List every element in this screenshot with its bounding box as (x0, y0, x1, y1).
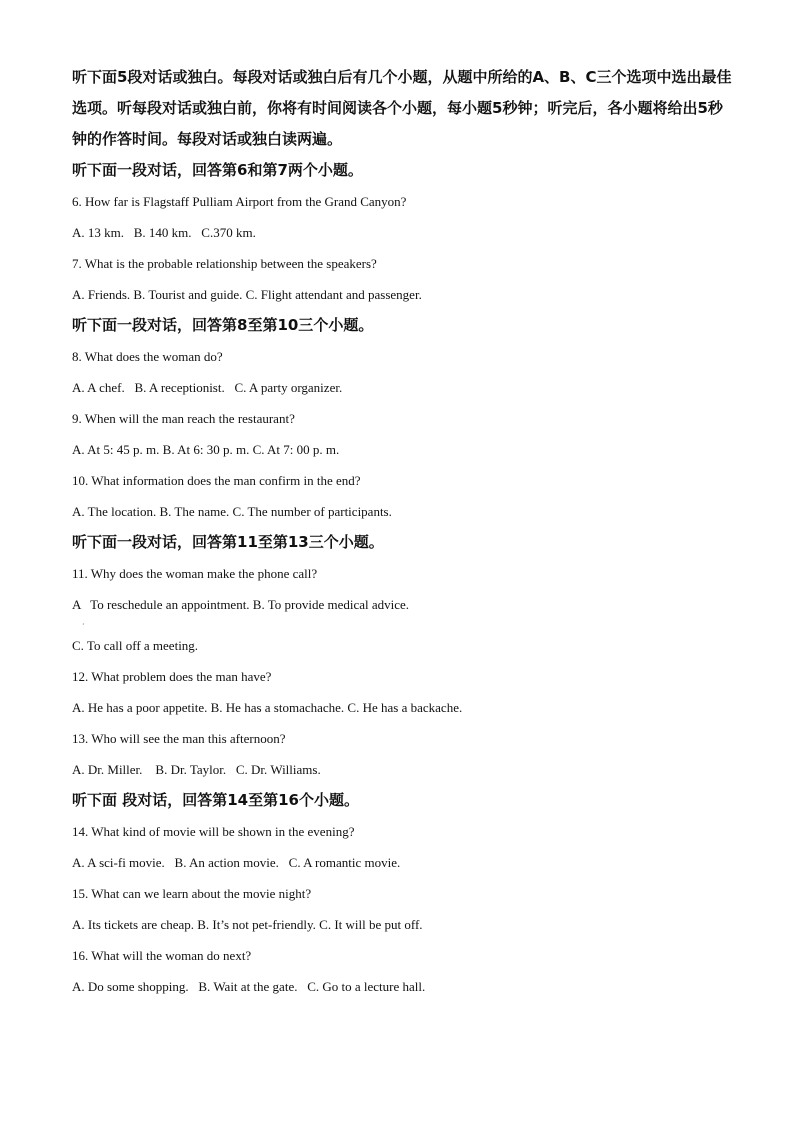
options-6: A. 13 km. B. 140 km. C.370 km. (72, 225, 256, 240)
options-14: A. A sci-fi movie. B. An action movie. C. A romantic movie. (72, 855, 401, 870)
options-15: A. Its tickets are cheap. B. It’s not pet-friendly. C. It will be put off. (72, 917, 423, 932)
question-14: 14. What kind of movie will be shown in the evening? (72, 824, 355, 839)
options-9: A. At 5: 45 p. m. B. At 6: 30 p. m. C. At 7: 00 p. m. (72, 442, 340, 457)
stray-mark: · (82, 620, 85, 629)
exam-page (72, 62, 732, 1002)
question-12: 12. What problem does the man have? (72, 669, 272, 684)
question-15: 15. What can we learn about the movie night? (72, 886, 312, 901)
question-11: 11. Why does the woman make the phone call? (72, 566, 318, 581)
section-4 (72, 785, 732, 1002)
question-9: 9. When will the man reach the restaurant? (72, 411, 295, 426)
options-7: A. Friends. B. Tourist and guide. C. Flight attendant and passenger. (72, 287, 422, 302)
section-2 (72, 310, 732, 527)
options-11-continued: C. To call off a meeting. (72, 638, 199, 653)
options-12: A. He has a poor appetite. B. He has a stomachache. C. He has a backache. (72, 700, 463, 715)
options-13: A. Dr. Miller. B. Dr. Taylor. C. Dr. Williams. (72, 762, 321, 777)
question-6: 6. How far is Flagstaff Pulliam Airport from the Grand Canyon? (72, 194, 407, 209)
question-13: 13. Who will see the man this afternoon? (72, 731, 286, 746)
section-heading: 听下面一段对话，回答第6和第7两个小题。 (72, 161, 363, 179)
options-8: A. A chef. B. A receptionist. C. A party organizer. (72, 380, 343, 395)
section-heading: 听下面一段对话，回答第11至第13三个小题。 (72, 533, 384, 551)
section-heading: 听下面一段对话，回答第8至第10三个小题。 (72, 316, 374, 334)
question-10: 10. What information does the man confirm in the end? (72, 473, 361, 488)
question-16: 16. What will the woman do next? (72, 948, 252, 963)
listening-instructions: 听下面5段对话或独白。每段对话或独白后有几个小题，从题中所给的A、B、C三个选项中选出最佳选项。听每段对话或独白前，你将有时间阅读各个小题，每小题5秒钟；听完后，各小题将给出5秒钟的作答时间。每段对话或独白读两遍。 (72, 68, 732, 148)
options-10: A. The location. B. The name. C. The number of participants. (72, 504, 392, 519)
options-11: A To reschedule an appointment. B. To provide medical advice. (72, 597, 410, 612)
section-heading: 听下面 段对话，回答第14至第16个小题。 (72, 791, 359, 809)
section-1 (72, 155, 732, 310)
section-3 (72, 527, 732, 785)
question-7: 7. What is the probable relationship between the speakers? (72, 256, 377, 271)
options-16: A. Do some shopping. B. Wait at the gate. C. Go to a lecture hall. (72, 979, 426, 994)
question-8: 8. What does the woman do? (72, 349, 223, 364)
